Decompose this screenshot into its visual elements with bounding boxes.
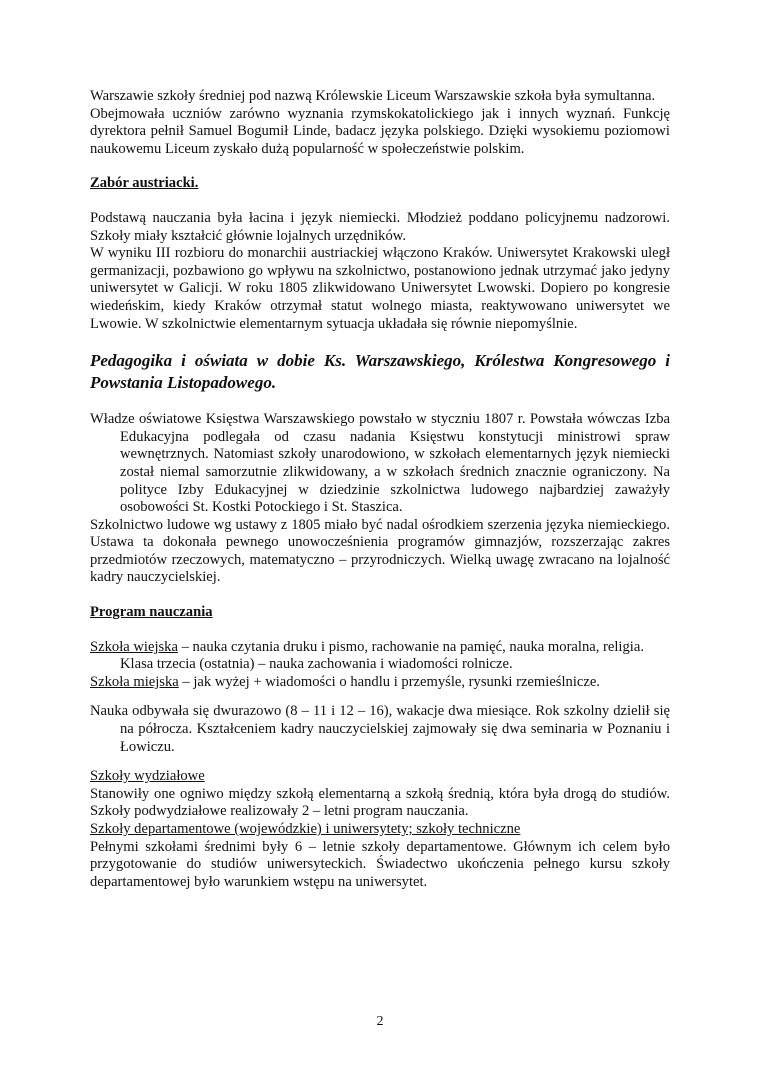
paragraph-school-schedule: Nauka odbywała się dwurazowo (8 – 11 i 12 – 16), wakacje dwa miesiące. Rok szkolny dzielił się na półrocza. Kształceniem kadry nauczycielskiej zajmowały się dwa seminaria w Poznaniu i Łowiczu. <box>90 703 670 755</box>
heading-austrian-partition: Zabór austriacki. <box>90 175 199 192</box>
heading-department-schools: Szkoły wydziałowe <box>90 768 205 785</box>
paragraph-liceum-intro: Warszawie szkoły średniej pod nazwą Królewskie Liceum Warszawskie szkoła była symultanna. <box>90 88 656 104</box>
paragraph-folk-schools: Szkolnictwo ludowe wg ustawy z 1805 miało być nadal ośrodkiem szerzenia języka niemieckiego. Ustawa ta dokonała pewnego unowocześnienia programów gimnazjów, rozszerzając zakres przedmiotów rzeczowych, matematyczno – przyrodniczych. Wielką uwagę zwracano na lojalność kadry nauczycielskiej. <box>90 516 670 586</box>
paragraph-austria-teaching: Podstawą nauczania była łacina i język niemiecki. Młodzież poddano policyjnemu nadzorowi. Szkoły miały kształcić głównie lojalnych urzędników. <box>90 209 670 244</box>
city-school-label: Szkoła miejska <box>90 673 179 690</box>
paragraph-department-schools: Stanowiły one ogniwo między szkołą elementarną a szkołą średnią, która była drogą do studiów. Szkoły podwydziałowe realizowały 2 – letni program nauczania. <box>90 785 670 820</box>
village-school-text: – nauka czytania druku i pismo, rachowanie na pamięć, nauka moralna, religia. Klasa trzecia (ostatnia) – nauka zachowania i wiadomości rolnicze. <box>120 638 644 673</box>
paragraph-austria-krakow: W wyniku III rozbioru do monarchii austriackiej włączono Kraków. Uniwersytet Krakowski uległ germanizacji, pozbawiono go wpływu na szkolnictwo, postanowiono jednak utrzymać jako jedyny uniwersytet w Galicji. W roku 1805 zlikwidowano Uniwersytet Lwowski. Dopiero po kongresie wiedeńskim, kiedy Kraków otrzymał statut wolnego miasta, reaktywowano uniwersytet we Lwowie. W szkolnictwie elementarnym sytuacja układała się równie niepomyślnie. <box>90 245 670 332</box>
paragraph-city-school <box>90 674 670 692</box>
paragraph-education-authorities: Władze oświatowe Księstwa Warszawskiego powstało w styczniu 1807 r. Powstała wówczas Izba Edukacyjna podlegała od czasu nadania Księstwu konstytucji ministrowi spraw wewnętrznych. Natomiast szkoły unarodowiono, w szkołach elementarnych język niemiecki został niemal samorzutnie zlikwidowany, a w szkołach średnich znacznie ograniczony. Na polityce Izby Edukacyjnej w dziedzinie szkolnictwa ludowego najbardziej zaważyły osobowości St. Kostki Potockiego i St. Staszica. <box>90 411 670 516</box>
section-title: Pedagogika i oświata w dobie Ks. Warszawskiego, Królestwa Kongresowego i Powstania Listopadowego. <box>90 351 670 393</box>
village-school-label: Szkoła wiejska <box>90 638 178 655</box>
document-page <box>90 88 670 891</box>
paragraph-liceum-details: Obejmowała uczniów zarówno wyznania rzymskokatolickiego jak i innych wyznań. Funkcję dyrektora pełnił Samuel Bogumił Linde, badacz języka polskiego. Dzięki wysokiemu poziomowi naukowemu Liceum zyskało dużą popularność w społeczeństwie polskim. <box>90 105 670 157</box>
paragraph-village-school <box>90 639 670 674</box>
paragraph-provincial-schools: Pełnymi szkołami średnimi były 6 – letnie szkoły departamentowe. Głównym ich celem było przygotowanie do studiów uniwersyteckich. Świadectwo ukończenia pełnego kursu szkoły departamentowej było warunkiem wstępu na uniwersytet. <box>90 838 670 890</box>
city-school-text: – jak wyżej + wiadomości o handlu i przemyśle, rysunki rzemieślnicze. <box>178 673 600 690</box>
heading-curriculum: Program nauczania <box>90 604 213 621</box>
heading-provincial-schools: Szkoły departamentowe (wojewódzkie) i uniwersytety; szkoły techniczne <box>90 821 521 837</box>
page-number: 2 <box>376 1014 384 1029</box>
